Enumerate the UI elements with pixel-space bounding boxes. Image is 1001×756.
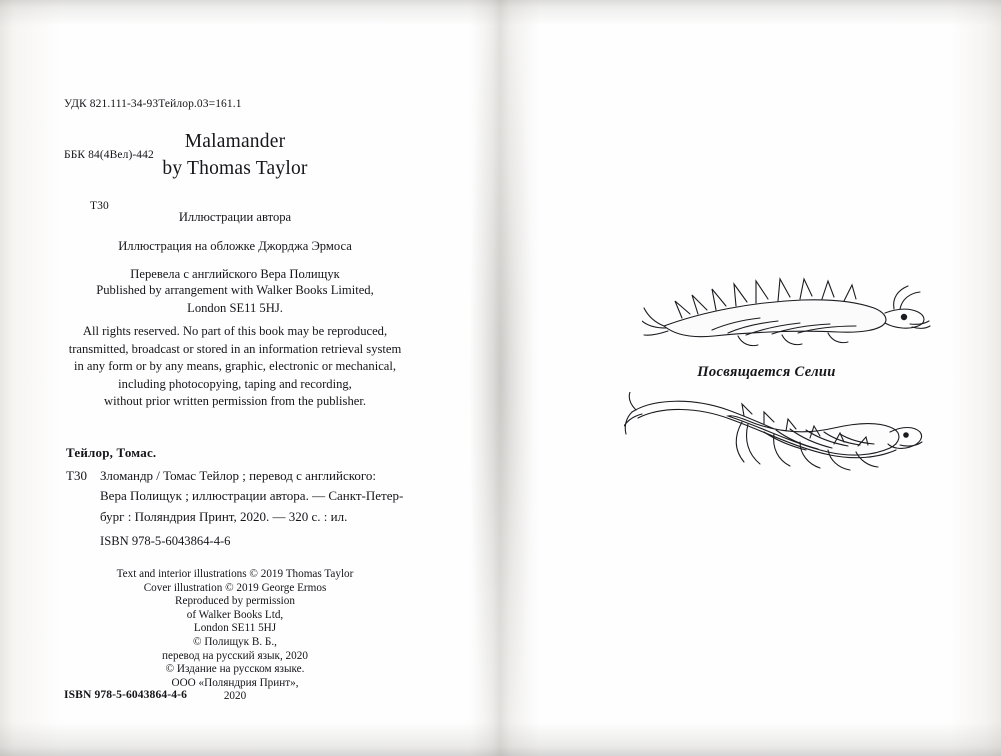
credits-block bbox=[0, 203, 470, 289]
credit-line-translator: Перевела с английского Вера Полищук bbox=[130, 267, 340, 281]
winged-creature-ornament-icon bbox=[642, 268, 932, 348]
original-title-block bbox=[0, 128, 470, 182]
copyright-line-2: Cover illustration © 2019 George Ermos bbox=[143, 581, 327, 594]
rights-line-1: All rights reserved. No part of this book may be reproduced, bbox=[82, 324, 388, 338]
bbk-line: ББК 84(4Вел)-442 bbox=[64, 149, 154, 161]
left-page-copyright bbox=[0, 0, 470, 756]
copyright-line-6: © Полищук В. Б., bbox=[193, 635, 277, 648]
credit-line-illustrations: Иллюстрации автора bbox=[178, 210, 292, 224]
publication-note-line-2: London SE11 5HJ. bbox=[187, 300, 283, 315]
copyright-line-8: © Издание на русском языке. bbox=[165, 663, 305, 676]
copyright-block bbox=[0, 568, 470, 704]
rights-statement bbox=[0, 323, 470, 411]
isbn-footer: ISBN 978-5-6043864-4-6 bbox=[64, 688, 187, 701]
copyright-line-1: Text and interior illustrations © 2019 Thomas Taylor bbox=[116, 568, 354, 580]
cip-description-line-1: Зломандр / Томас Тейлор ; перевод с английского: bbox=[100, 467, 376, 483]
copyright-line-3: Reproduced by permission bbox=[175, 595, 295, 608]
copyright-line-9: ООО «Поляндрия Принт», bbox=[171, 676, 299, 689]
original-title: Malamander bbox=[184, 131, 286, 152]
cip-description-line-3: бург : Поляндрия Принт, 2020. — 320 с. : ил. bbox=[100, 508, 348, 524]
cip-shelf-code: Т30 bbox=[66, 467, 87, 483]
publication-note-line-1: Published by arrangement with Walker Books Limited, bbox=[96, 283, 374, 297]
rights-line-4: including photocopying, taping and recording, bbox=[118, 376, 352, 391]
publication-note bbox=[0, 282, 470, 317]
rights-line-3: in any form or by any means, graphic, electronic or mechanical, bbox=[73, 359, 397, 374]
rights-line-5: without prior written permission from the publisher. bbox=[104, 394, 366, 409]
copyright-line-5: London SE11 5HJ bbox=[193, 622, 277, 635]
cip-author-heading: Тейлор, Томас. bbox=[66, 445, 157, 460]
page-gutter-shadow bbox=[470, 0, 532, 756]
cip-description bbox=[66, 466, 406, 528]
copyright-line-7: перевод на русский язык, 2020 bbox=[162, 649, 308, 662]
right-page-dedication bbox=[532, 0, 1001, 756]
rights-line-2: transmitted, broadcast or stored in an information retrieval system bbox=[68, 341, 402, 356]
original-author: by Thomas Taylor bbox=[162, 158, 308, 179]
copyright-line-4: of Walker Books Ltd, bbox=[186, 608, 284, 621]
credit-line-cover: Иллюстрация на обложке Джорджа Эрмоса bbox=[118, 238, 352, 253]
udk-line: УДК 821.111-34-93Тейлор.03=161.1 bbox=[64, 98, 242, 110]
cip-record bbox=[66, 443, 406, 552]
shelf-code-line: Т30 bbox=[90, 200, 109, 212]
cip-isbn: ISBN 978-5-6043864-4-6 bbox=[100, 534, 231, 549]
sea-monster-ornament-icon bbox=[624, 392, 924, 476]
cip-description-line-2: Вера Полищук ; иллюстрации автора. — Санкт-Петер- bbox=[100, 488, 404, 504]
copyright-line-10: 2020 bbox=[223, 690, 247, 703]
dedication-text: Посвящается Селии bbox=[697, 364, 836, 380]
